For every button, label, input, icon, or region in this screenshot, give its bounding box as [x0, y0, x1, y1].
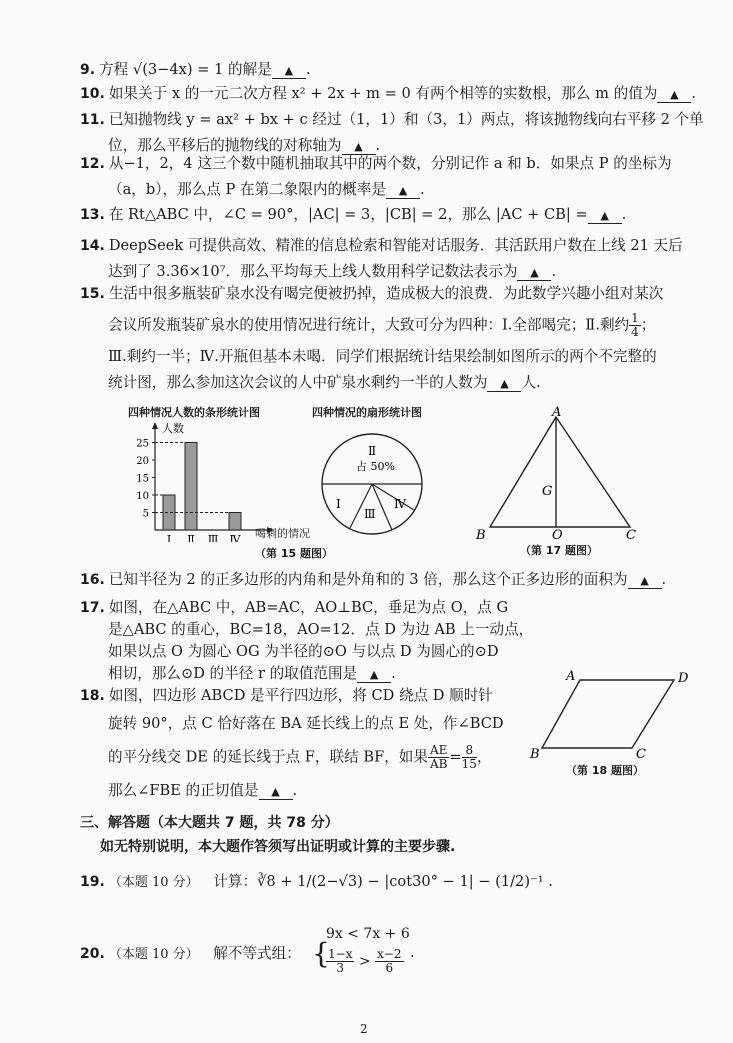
- question-number: 17.: [80, 600, 105, 616]
- answer-blank: ▲: [628, 574, 662, 589]
- fraction-denominator: 3: [336, 961, 345, 975]
- bar: [185, 443, 197, 531]
- question-text: 会议所发瓶装矿泉水的使用情况进行统计，大致可分为四种：Ⅰ.全部喝完；Ⅱ.剩约: [108, 316, 630, 334]
- math-expression: ∛8 + 1/(2−√3) − |cot30° − 1| − (1/2)⁻¹ .: [257, 873, 553, 890]
- question-end: 人.: [521, 374, 541, 391]
- fraction-numerator: x−2: [377, 947, 402, 961]
- inequality-1: 9x < 7x + 6: [326, 926, 410, 942]
- question-text: 生活中很多瓶装矿泉水没有喝完便被扔掉，造成极大的浪费．为此数学兴趣小组对某次: [108, 285, 664, 302]
- question-number: 12.: [80, 156, 105, 172]
- question-9: [80, 60, 707, 80]
- question-text: 的平分线交 DE 的延长线于点 F，联结 BF，如果: [108, 748, 428, 766]
- question-text: 位，那么平移后的抛物线的对称轴为: [108, 137, 342, 154]
- question-text: 已知抛物线 y = ax² + bx + c 经过（1，1）和（3，1）两点，将该抛物线向右平移 2 个单: [108, 111, 704, 128]
- question-number: 14.: [80, 238, 105, 254]
- question-number: 9.: [80, 62, 96, 78]
- triangle-abc: [490, 417, 630, 527]
- question-end: .: [305, 61, 311, 78]
- fraction-denominator: AB: [429, 757, 448, 771]
- point-A-label: A: [566, 669, 576, 684]
- question-text: Ⅲ.剩约一半；Ⅳ.开瓶但基本未喝．同学们根据统计结果绘制如图所示的两个不完整的: [108, 348, 657, 365]
- question-number: 18.: [80, 688, 105, 704]
- fraction-numerator: 1−x: [328, 947, 353, 961]
- pie-chart: [318, 418, 428, 542]
- answer-blank: ▲: [588, 209, 622, 224]
- pie-label-percent: 占 50%: [356, 460, 395, 473]
- question-text: =: [449, 748, 462, 766]
- point-C-label: C: [636, 747, 646, 762]
- bar: [163, 495, 175, 530]
- question-text: 相切，那么⊙D 的半径 r 的取值范围是: [108, 665, 358, 682]
- fraction-denominator: 4: [631, 325, 639, 339]
- question-11: [80, 110, 707, 156]
- question-end: .: [292, 782, 298, 799]
- question-number: 16.: [80, 572, 105, 588]
- point-O-label: O: [552, 528, 563, 543]
- question-end: .: [661, 571, 667, 588]
- question-text: ；: [640, 316, 656, 334]
- question-10: [80, 84, 707, 104]
- question-text: 达到了 3.36×10⁷．那么平均每天上线人数用科学记数法表示为: [108, 263, 518, 280]
- fraction-ae-ab: [428, 744, 449, 771]
- question-text: 在 Rt△ABC 中，∠C = 90°，|AC| = 3，|CB| = 2，那么 |AC + CB| =: [108, 206, 588, 223]
- question-text: 从−1，2，4 这三个数中随机抽取其中的两个数，分别记作 a 和 b．如果点 P 的坐标为: [108, 155, 672, 172]
- question-15: [80, 284, 707, 393]
- question-14: [80, 236, 707, 282]
- section-3-note: 如无特别说明，本大题作答须写出证明或计算的主要步骤.: [100, 839, 456, 855]
- y-tick-label: 10: [136, 491, 149, 502]
- question-text: ，: [476, 748, 492, 766]
- question-number: 19.: [80, 874, 105, 890]
- pie-label-IV: Ⅳ: [394, 497, 406, 511]
- answer-blank: ▲: [386, 184, 420, 199]
- pie-label-III: Ⅲ: [364, 507, 376, 521]
- answer-blank: ▲: [272, 64, 306, 79]
- question-number: 10.: [80, 86, 105, 102]
- y-tick-label: 15: [136, 473, 149, 485]
- fraction-one-quarter: [629, 312, 641, 339]
- question-text: 如图，在△ABC 中，AB=AC，AO⊥BC，垂足为点 O，点 G: [108, 599, 509, 616]
- question-text: 那么∠FBE 的正切值是: [108, 782, 259, 799]
- fraction-numerator: 1: [631, 311, 639, 325]
- question-score: （本题 10 分）: [108, 947, 199, 962]
- answer-blank: ▲: [259, 785, 293, 800]
- figure-17-caption: （第 17 题图）: [520, 544, 598, 557]
- question-number: 15.: [80, 286, 105, 302]
- question-13: [80, 205, 707, 225]
- question-end: .: [621, 206, 627, 223]
- fraction-numerator: 8: [462, 744, 477, 758]
- question-number: 11.: [80, 112, 105, 128]
- section-3-title: 三、解答题（本大题共 7 题，共 78 分）: [80, 815, 339, 831]
- point-G-label: G: [542, 484, 553, 499]
- answer-blank: ▲: [357, 668, 391, 683]
- point-A-label: A: [552, 405, 562, 420]
- answer-blank: ▲: [487, 377, 521, 392]
- question-text: （a，b），那么点 P 在第二象限内的概率是: [108, 181, 386, 198]
- x-tick-label: Ⅳ: [229, 533, 241, 542]
- y-tick-label: 20: [136, 456, 149, 467]
- y-tick-label: 5: [142, 508, 149, 520]
- inequality-2: [326, 948, 404, 975]
- question-end: .: [691, 85, 697, 102]
- fraction-8-15: [462, 744, 477, 771]
- question-text: 已知半径为 2 的正多边形的内角和是外角和的 3 倍，那么这个正多边形的面积为: [108, 571, 628, 588]
- question-text: 解不等式组：: [213, 945, 301, 962]
- question-end: .: [419, 181, 425, 198]
- question-16: [80, 570, 707, 590]
- pie-chart-title: 四种情况的扇形统计图: [312, 406, 422, 419]
- fraction-denominator: 15: [461, 757, 477, 771]
- question-text: 如果关于 x 的一元二次方程 x² + 2x + m = 0 有两个相等的实数根，那么 m 的值为: [108, 85, 658, 102]
- point-B-label: B: [530, 747, 540, 762]
- x-axis-label: 喝剩的情况: [255, 527, 310, 540]
- question-end: .: [375, 137, 381, 154]
- point-B-label: B: [476, 528, 486, 543]
- question-text: 计算：: [213, 873, 258, 890]
- page-number: 2: [360, 1022, 368, 1036]
- x-tick-label: Ⅲ: [207, 533, 219, 542]
- pie-divider: [350, 484, 372, 528]
- parallelogram-abcd: [542, 680, 674, 748]
- bar: [229, 513, 241, 531]
- question-text: 如果以点 O 为圆心 OG 为半径的⊙O 与以点 D 为圆心的⊙D: [108, 643, 499, 660]
- answer-blank: ▲: [517, 266, 551, 281]
- y-axis-arrow: [152, 422, 158, 429]
- point-C-label: C: [626, 528, 636, 543]
- question-text: 旋转 90°，点 C 恰好落在 BA 延长线上的点 E 处，作∠BCD: [108, 715, 504, 732]
- question-text: 方程 √(3−4x) = 1 的解是: [99, 61, 272, 78]
- question-number: 13.: [80, 207, 105, 223]
- figure-18-caption: （第 18 题图）: [566, 764, 644, 777]
- triangle-figure: [470, 405, 650, 545]
- question-score: （本题 10 分）: [108, 875, 199, 890]
- inequality-sign: >: [358, 953, 371, 970]
- pie-label-II: Ⅱ: [368, 444, 377, 458]
- answer-blank: ▲: [657, 88, 691, 103]
- question-text: 统计图，那么参加这次会议的人中矿泉水剩约一半的人数为: [108, 374, 488, 391]
- question-text: 如图，四边形 ABCD 是平行四边形，将 CD 绕点 D 顺时针: [108, 687, 493, 704]
- system-brace: {: [312, 937, 330, 970]
- question-19: [80, 872, 707, 893]
- question-text: DeepSeek 可提供高效、精准的信息检索和智能对话服务．其活跃用户数在上线 21 天后: [108, 237, 683, 254]
- bar-chart-title: 四种情况人数的条形统计图: [128, 406, 260, 419]
- point-D-label: D: [678, 671, 689, 686]
- bar-chart: [120, 418, 310, 542]
- question-end: .: [410, 944, 415, 961]
- question-end: .: [391, 665, 396, 682]
- fraction-numerator: AE: [429, 743, 448, 757]
- parallelogram-figure: [528, 666, 708, 762]
- answer-blank: ▲: [342, 140, 376, 155]
- question-text: 是△ABC 的重心，BC=18，AO=12．点 D 为边 AB 上一动点，: [108, 621, 534, 638]
- fraction-denominator: 6: [385, 961, 394, 975]
- question-number: 20.: [80, 946, 105, 962]
- figure-15-caption: （第 15 题图）: [255, 547, 333, 560]
- y-axis-label: 人数: [162, 422, 184, 435]
- x-tick-label: Ⅱ: [187, 533, 195, 542]
- question-end: .: [551, 263, 557, 280]
- question-12: [80, 154, 707, 200]
- x-tick-label: Ⅰ: [166, 533, 172, 542]
- pie-label-I: Ⅰ: [336, 497, 341, 511]
- y-tick-label: 25: [136, 438, 149, 450]
